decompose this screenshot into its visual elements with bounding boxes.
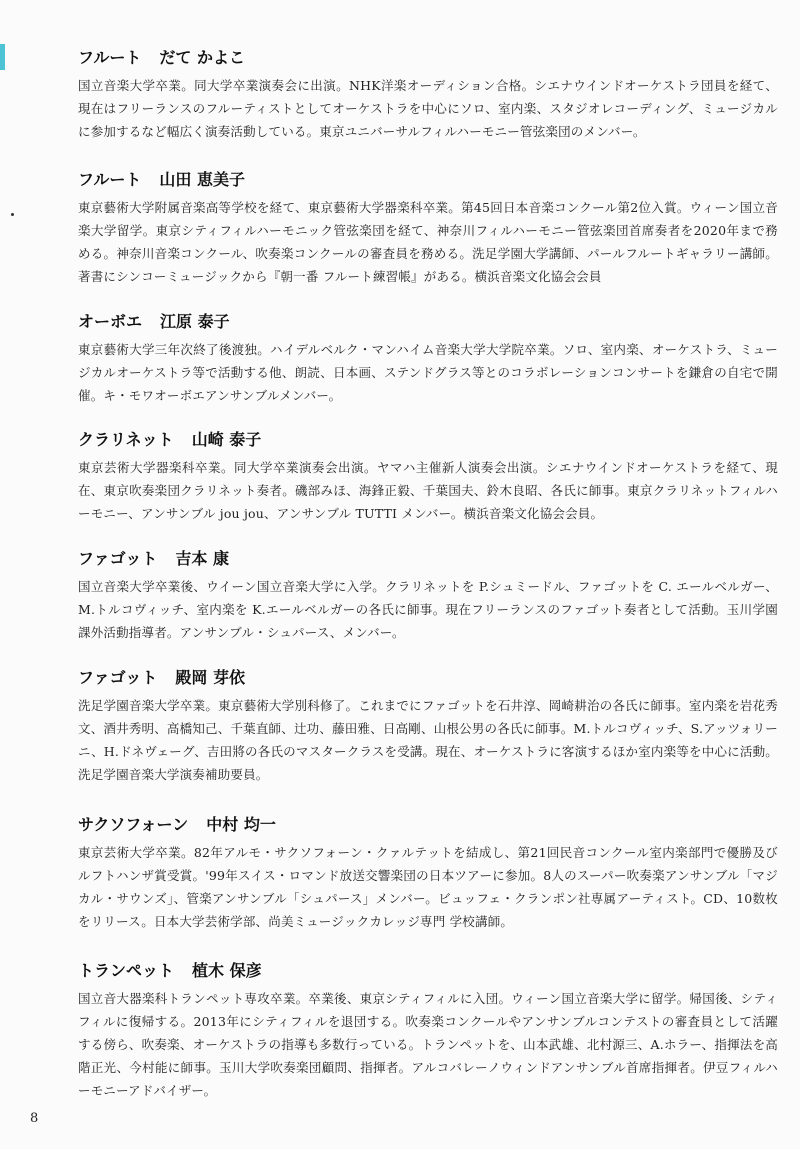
profile-instrument: サクソフォーン	[78, 815, 189, 834]
profile-bio: 東京藝術大学三年次終了後渡独。ハイデルベルク・マンハイム音楽大学大学院卒業。ソロ、室内楽、オーケストラ、ミュージカルオーケストラ等で活動する他、朗読、日本画、ステンドグラス等とのコラボレーションコンサートを鎌倉の自宅で開催。キ・モワオーボエアンサンブルメンバー。	[78, 342, 778, 403]
profile-heading	[78, 815, 778, 835]
profile-bio: 国立音楽大学卒業後、ウイーン国立音楽大学に入学。クラリネットを P.シュミードル、ファゴットを C. エールベルガー、M.トルコヴィッチ、室内楽を K.エールベルガーの各氏に師事。現在フリーランスのファゴット奏者として活動。玉川学園課外活動指導者。アンサンブル・シュパース、メンバー。	[78, 579, 778, 640]
profile-bio: 国立音大器楽科トランペット専攻卒業。卒業後、東京シティフィルに入団。ウィーン国立音楽大学に留学。帰国後、シティフィルに復帰する。2013年にシティフィルを退団する。吹奏楽コンクールやアンサンブルコンテストの審査員として活躍する傍ら、吹奏楽、オーケストラの指導も多数行っている。トランペットを、山本武雄、北村源三、A.ホラー、指揮法を高階正光、今村能に師事。玉川大学吹奏楽団顧問、指揮者。アルコバレーノウィンドアンサンブル首席指揮者。伊豆フィルハーモニーアドバイザー。	[78, 991, 778, 1098]
profile-instrument: ファゴット	[78, 549, 158, 568]
page-edge-tab	[0, 44, 5, 70]
profile-bio: 東京藝術大学附属音楽高等学校を経て、東京藝術大学器楽科卒業。第45回日本音楽コンクール第2位入賞。ウィーン国立音楽大学留学。東京シティフィルハーモニック管弦楽団を経て、神奈川フィルハーモニー管弦楽団首席奏者を2020年まで務める。神奈川音楽コンクール、吹奏楽コンクールの審査員を務める。洗足学園大学講師、パールフルートギャラリー講師。著書にシンコーミュージックから『朝一番 フルート練習帳』がある。横浜音楽文化協会会員	[78, 200, 778, 284]
print-speck	[11, 213, 14, 216]
profile-name: 山崎 泰子	[191, 430, 262, 449]
profile-entry	[78, 430, 778, 525]
profile-bio: 東京芸術大学器楽科卒業。同大学卒業演奏会出演。ヤマハ主催新人演奏会出演。シエナウインドオーケストラを経て、現在、東京吹奏楽団クラリネット奏者。磯部みほ、海鋒正毅、千葉国夫、鈴木良昭、各氏に師事。東京クラリネットフィルハーモニー、アンサンブル jou jou、アンサンブル TUTTI メンバー。横浜音楽文化協会会員。	[78, 460, 778, 521]
profile-instrument: オーボエ	[78, 312, 143, 331]
profile-heading	[78, 961, 778, 981]
profile-entry	[78, 668, 778, 786]
profile-bio: 洗足学園音楽大学卒業。東京藝術大学別科修了。これまでにファゴットを石井淳、岡崎耕治の各氏に師事。室内楽を岩花秀文、酒井秀明、高橋知己、千葉直師、辻功、藤田雅、日高剛、山根公男の各氏に師事。M.トルコヴィッチ、S.アッツォリーニ、H.ドネヴェーグ、吉田將の各氏のマスタークラスを受講。現在、オーケストラに客演するほか室内楽等を中心に活動。洗足学園音楽大学演奏補助要員。	[78, 698, 778, 782]
profile-entry	[78, 170, 778, 288]
profile-name: 吉本 康	[175, 549, 229, 568]
profile-instrument: フルート	[78, 48, 142, 67]
profile-entry	[78, 312, 778, 407]
profile-bio: 東京芸術大学卒業。82年アルモ・サクソフォーン・クァルテットを結成し、第21回民音コンクール室内楽部門で優勝及びルフトハンザ賞受賞。'99年スイス・ロマンド放送交響楽団の日本ツアーに参加。8人のスーパー吹奏楽アンサンブル「マジカル・サウンズ」、管楽アンサンブル「シュパース」メンバー。ビュッフェ・クランポン社専属アーティスト。CD、10数枚をリリース。日本大学芸術学部、尚美ミュージックカレッジ専門 学校講師。	[78, 845, 778, 929]
profile-heading	[78, 170, 778, 190]
profile-heading	[78, 48, 778, 68]
profile-name: 植木 保彦	[192, 961, 262, 980]
profile-heading	[78, 668, 778, 688]
profile-name: 殿岡 芽依	[175, 668, 245, 687]
profile-instrument: クラリネット	[78, 430, 174, 449]
profile-name: だて かよこ	[159, 48, 245, 67]
profile-entry	[78, 549, 778, 644]
profile-name: 中村 均一	[206, 815, 276, 834]
profile-name: 江原 泰子	[160, 312, 230, 331]
profile-heading	[78, 312, 778, 332]
profile-instrument: トランペット	[78, 961, 175, 980]
page-number: 8	[30, 1111, 39, 1126]
profile-instrument: ファゴット	[78, 668, 158, 687]
profile-entry	[78, 961, 778, 1102]
profile-heading	[78, 430, 778, 450]
profile-entry	[78, 48, 778, 143]
profile-name: 山田 恵美子	[159, 170, 245, 189]
profile-heading	[78, 549, 778, 569]
profile-entry	[78, 815, 778, 933]
profile-bio: 国立音楽大学卒業。同大学卒業演奏会に出演。NHK洋楽オーディション合格。シエナウインドオーケストラ団員を経て、現在はフリーランスのフルーティストとしてオーケストラを中心にソロ、室内楽、スタジオレコーディング、ミュージカルに参加するなど幅広く演奏活動している。東京ユニバーサルフィルハーモニー管弦楽団のメンバー。	[78, 78, 778, 139]
profile-instrument: フルート	[78, 170, 142, 189]
